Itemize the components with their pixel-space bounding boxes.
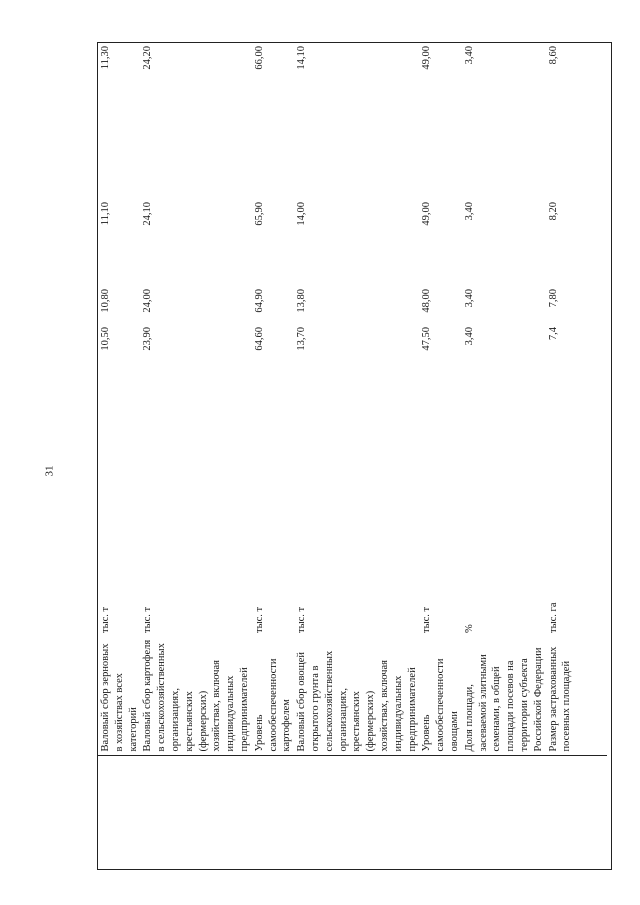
- indicator-name: Уровень самообеспеченности овощами: [421, 658, 460, 752]
- value-cell: [419, 101, 461, 199]
- unit-cell: тыс. т: [253, 606, 265, 633]
- value-cell: 24,00: [142, 289, 154, 313]
- value-cell: 48,00: [421, 289, 433, 313]
- unit-cell: тыс. т: [100, 606, 111, 633]
- value-cell: 3,40: [463, 46, 475, 65]
- value-cell: [140, 101, 251, 199]
- unit-cell: тыс. т: [421, 606, 433, 633]
- value-cell: 49,00: [421, 202, 433, 226]
- value-cell: 24,20: [142, 46, 154, 70]
- table-row: [546, 43, 607, 870]
- value-cell: 14,10: [296, 46, 308, 70]
- table-row: [98, 43, 140, 870]
- unit-cell: тыс. га: [547, 602, 559, 633]
- value-cell: 3,40: [463, 327, 475, 346]
- indicator-name: Валовый сбор картофеля в сельскохозяйственных организациях, крестьянских (фермерских) хозяйствах, включая индивидуальных предпринимателей: [142, 639, 250, 752]
- value-cell: 10,80: [100, 289, 111, 313]
- value-cell: 7,4: [547, 327, 559, 341]
- value-cell: [252, 101, 294, 199]
- unit-cell: %: [463, 624, 475, 633]
- data-table-frame: [97, 42, 612, 870]
- value-cell: 65,90: [253, 202, 265, 226]
- value-cell: 64,60: [253, 327, 265, 351]
- indicator-name: Уровень самообеспеченности картофелем: [253, 658, 293, 752]
- value-cell: 3,40: [463, 289, 475, 308]
- table-row: [140, 43, 251, 870]
- value-cell: 8,60: [547, 46, 559, 65]
- value-cell: 11,30: [100, 46, 111, 70]
- value-cell: 49,00: [421, 46, 433, 70]
- indicators-table: [98, 43, 607, 870]
- value-cell: 23,90: [142, 327, 154, 351]
- indicator-name: Валовый сбор зерновых в хозяйствах всех категорий: [100, 643, 139, 752]
- value-cell: 3,40: [463, 202, 475, 221]
- value-cell: 66,00: [253, 46, 265, 70]
- value-cell: 8,20: [547, 202, 559, 221]
- value-cell: 13,70: [296, 327, 308, 351]
- table-row: [419, 43, 461, 870]
- value-cell: 11,10: [100, 202, 111, 226]
- value-cell: 47,50: [421, 327, 433, 351]
- unit-cell: тыс. т: [296, 606, 308, 633]
- table-row: [252, 43, 294, 870]
- indicator-name: Доля площади, засеваемой элитными семенами, в общей площади посевов на территории субъекта Российской Федерации: [463, 647, 544, 752]
- table-row: [462, 43, 546, 870]
- value-cell: 14,00: [296, 202, 308, 226]
- value-cell: [294, 101, 419, 199]
- value-cell: 64,90: [253, 289, 265, 313]
- rotated-table-container: [98, 43, 612, 870]
- value-cell: 10,50: [100, 327, 111, 351]
- value-cell: [98, 101, 140, 199]
- value-cell: 24,10: [142, 202, 154, 226]
- value-cell: 13,80: [296, 289, 308, 313]
- indicator-name: Валовый сбор овощей открытого грунта в сельскохозяйственных организациях, крестьянских (фермерских) хозяйствах, включая индивидуальных предпринимателей: [296, 650, 418, 752]
- unit-cell: тыс. т: [142, 606, 154, 633]
- page-number: 31: [43, 465, 56, 477]
- value-cell: 7,80: [547, 289, 559, 308]
- indicator-name: Размер застрахованных посевных площадей: [547, 646, 573, 752]
- table-row: [294, 43, 419, 870]
- value-cell: [546, 101, 607, 199]
- empty-left-cell: [98, 756, 607, 870]
- value-cell: [462, 101, 546, 199]
